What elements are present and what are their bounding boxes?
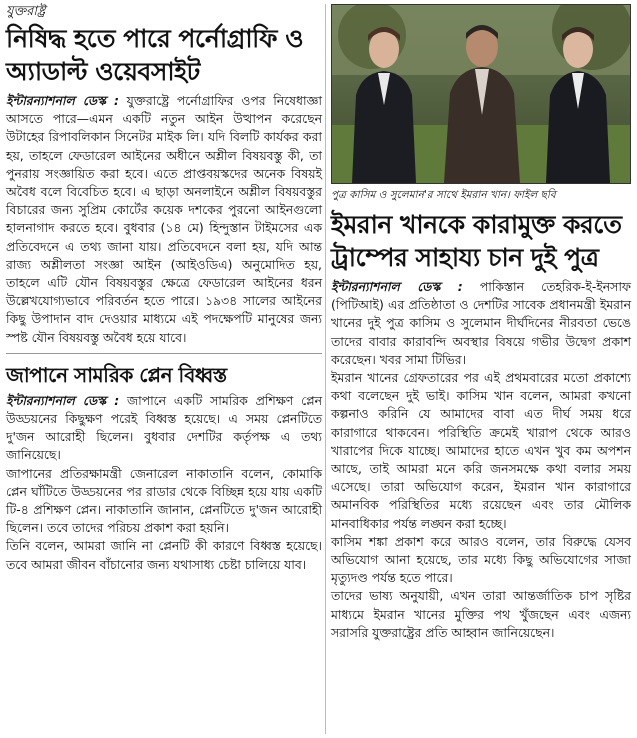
story2-para3: তিনি বলেন, আমরা জানি না প্লেনটি কী কারণে বিধ্বস্ত হয়েছে। তবে আমরা জীবন বাঁচানোর জন্য যথাসাধ্য চেষ্টা চালিয়ে যাব।: [6, 538, 322, 572]
photo-caption: পুত্র কাসিম ও সুলেমান'র সাথে ইমরান খান। ফাইল ছবি: [331, 189, 556, 201]
story2-text: জাপানে একটি সামরিক প্রশিক্ষণ প্লেন উড্ডয়নের কিছুক্ষণ পরেই বিধ্বস্ত হয়েছে। এ সময় প্লেনটিতে দু'জন আরোহী ছিলেন। বুধবার দেশটির কর্তৃপক্ষ এ তথ্য জানিয়েছে।: [6, 392, 322, 463]
story3-para2: ইমরান খানের গ্রেফতারের পর এই প্রথমবারের মতো প্রকাশ্যে কথা বলেছেন দুই ভাই। কাসিম খান বলেন, আমরা কখনো কল্পনাও করিনি যে আমাদের বাবা এত দীর্ঘ সময় ধরে কারাগারে থাকবেন। পরিস্থিতি ক্রমেই খারাপ থেকে আরও খারাপের দিকে যাচ্ছে। আমাদের হাতে এখন খুব কম অপশন আছে, তাই আমরা মনে করি জনসমক্ষে কথা বলার সময় এসেছে। তারা অভিযোগ করেন, ইমরান খান কারাগারে অমানবিক পরিস্থিতির মধ্যে রয়েছেন এবং তার মৌলিক মানবাধিকার পর্যন্ত লঙ্ঘন করা হচ্ছে।: [331, 370, 631, 531]
story1-text: যুক্তরাষ্ট্রে পর্নোগ্রাফির ওপর নিষেধাজ্ঞা আসতে পারে—এমন একটি নতুন আইন উত্থাপন করেছেন উটাহের রিপাবলিকান সিনেটর মাইক লি। যদি বিলটি কার্যকর করা হয়, তাহলে ফেডারেল আইনের অধীনে অশ্লীল বিষয়বস্তু কী, তা পুনরায় সংজ্ঞায়িত করা হবে। এতে প্রাপ্তবয়স্কদের অনেক বিষয়ই অবৈধ বলে বিবেচিত হবে। এ ছাড়া অনলাইনে অশ্লীল বিষয়বস্তুর বিচারের জন্য সুপ্রিম কোর্টের কয়েক দশকের পুরনো আইনগুলো হালনাগাদ করতে হবে। বুধবার (১৪ মে) হিন্দুস্তান টাইমসের এক প্রতিবেদনে এ তথ্য জানা যায়। প্রতিবেদনে বলা হয়, যদি আন্ত রাজ্য অশ্লীলতা সংজ্ঞা আইন (আইওডিএ) অনুমোদিত হয়, তাহলে এটি যৌন বিষয়বস্তুর ক্ষেত্রে ফেডারেল আইনের ধরন উল্লেখযোগ্যভাবে পরিবর্তন হতে পারে। ১৯৩৪ সালের আইনের কিছু উপাদান বাদ দেওয়ার মাধ্যমে এই পদক্ষেপটি মানুষের জন্য স্পষ্ট যৌন বিষয়বস্তু অবৈধ হয়ে যাবে।: [6, 93, 322, 345]
news-photo: [331, 4, 631, 184]
column-divider: [325, 4, 326, 734]
story1-headline: নিষিদ্ধ হতে পারে পর্নোগ্রাফি ও অ্যাডাল্ট ওয়েবসাইট: [6, 24, 304, 86]
story1-body: [6, 92, 322, 347]
story1-kicker: যুক্তরাষ্ট্র: [6, 4, 46, 19]
story3-byline: ইন্টারন্যাশনাল ডেস্ক :: [331, 279, 463, 294]
story3-para4: তাদের ভাষ্য অনুযায়ী, এখন তারা আন্তর্জাতিক চাপ সৃষ্টির মাধ্যমে ইমরান খানের মুক্তির পথ খুঁজছেন এবং এজন্য সরাসরি যুক্তরাষ্ট্রের প্রতি আহ্বান জানিয়েছেন।: [331, 588, 631, 640]
story3-body: [331, 278, 631, 642]
right-column: [331, 4, 631, 642]
story2-body: [6, 392, 322, 574]
left-column: [6, 4, 322, 574]
story2-headline: জাপানে সামরিক প্লেন বিধ্বস্ত: [6, 362, 227, 387]
story3-headline: ইমরান খানকে কারামুক্ত করতে ট্রাম্পের সাহায্য চান দুই পুত্র: [331, 210, 622, 272]
story1-byline: ইন্টারন্যাশনাল ডেস্ক :: [6, 93, 119, 108]
section-divider: [6, 353, 322, 354]
story2-para2: জাপানের প্রতিরক্ষামন্ত্রী জেনারেল নাকাতানি বলেন, কোমাকি প্লেন ঘাঁটিতে উড্ডয়নের পর রাডার থেকে বিচ্ছিন্ন হয়ে যায় একটি টি-৪ প্রশিক্ষণ প্লেন। নাকাতানি জানান, প্লেনটিতে দু'জন আরোহী ছিলেন। তবে তাদের পরিচয় প্রকাশ করা হয়নি।: [6, 465, 322, 536]
story3-text: পাকিস্তান তেহরিক-ই-ইনসাফ (পিটিআই) এর প্রতিষ্ঠাতা ও দেশটির সাবেক প্রধানমন্ত্রী ইমরান খানের দুই পুত্র কাসিম ও সুলেমান দীর্ঘদিনের নীরবতা ভেঙে তাদের বাবার কারাবন্দি অবস্থার বিষয়ে গভীর উদ্বেগ প্রকাশ করেছেন। খবর সামা টিভির।: [331, 279, 631, 367]
photo-illustration: [332, 5, 630, 183]
story3-para3: কাসিম শঙ্কা প্রকাশ করে আরও বলেন, তার বিরুদ্ধে যেসব অভিযোগ আনা হয়েছে, তার মধ্যে কিছু অভিযোগের সাজা মৃত্যুদণ্ড পর্যন্ত হতে পারে।: [331, 533, 631, 586]
story2-byline: ইন্টারন্যাশনাল ডেস্ক :: [6, 392, 120, 408]
